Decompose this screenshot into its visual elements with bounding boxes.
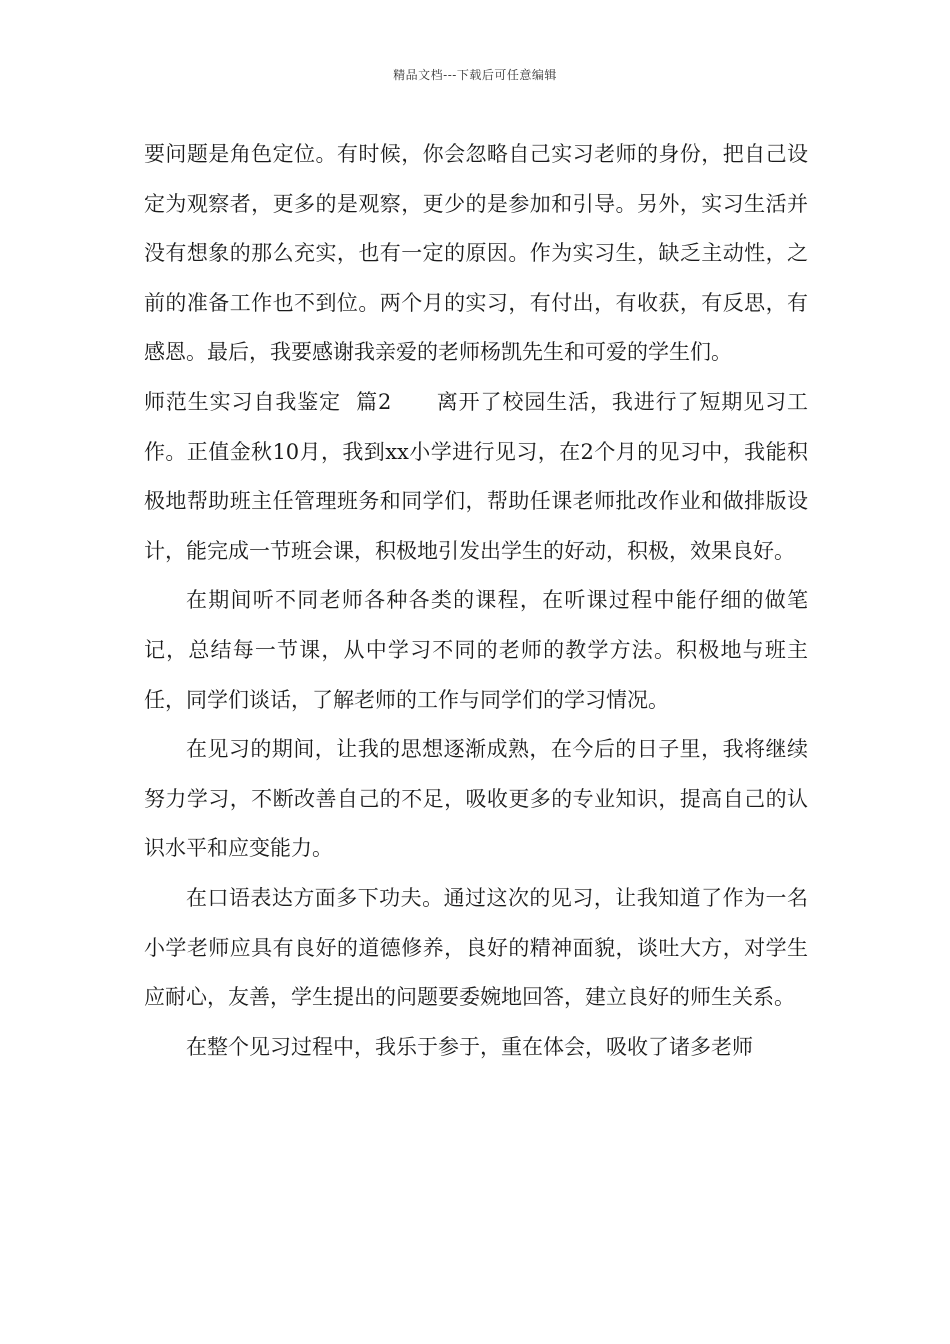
document-body [144, 130, 808, 1072]
paragraph [144, 576, 808, 725]
paragraph [144, 130, 808, 378]
paragraph-text: 要问题是角色定位。有时候，你会忽略自己实习老师的身份，把自己设定为观察者，更多的是观察，更少的是参加和引导。另外，实习生活并没有想象的那么充实，也有一定的原因。作为实习生，缺乏主动性，之前的准备工作也不到位。两个月的实习，有付出，有收获，有反思，有感恩。最后，我要感谢我亲爱的老师杨凯先生和可爱的学生们。 [144, 142, 808, 365]
paragraph-text: 在整个见习过程中，我乐于参于，重在体会，吸收了诸多老师 [186, 1034, 753, 1059]
paragraph [144, 1023, 808, 1073]
section-heading: 师范生实习自我鉴定 篇2 [144, 389, 392, 414]
paragraph-text: 离开了校园生活，我进行了短期见习工作。正值金秋10月，我到xx小学进行见习，在2个月的见习中，我能积极地帮助班主任管理班务和同学们，帮助任课老师批改作业和做排版设计，能完成一节班会课，积极地引发出学生的好动，积极，效果良好。 [144, 389, 809, 563]
paragraph-text: 在见习的期间，让我的思想逐渐成熟，在今后的日子里，我将继续努力学习，不断改善自己的不足，吸收更多的专业知识，提高自己的认识水平和应变能力。 [144, 737, 808, 861]
page-header: 精品文档---下载后可任意编辑 [393, 68, 557, 82]
paragraph [144, 725, 808, 874]
paragraph-text: 在期间听不同老师各种各类的课程，在听课过程中能仔细的做笔记，总结每一节课，从中学习不同的老师的教学方法。积极地与班主任，同学们谈话，了解老师的工作与同学们的学习情况。 [144, 588, 808, 712]
paragraph-with-heading [144, 378, 808, 576]
paragraph-text: 在口语表达方面多下功夫。通过这次的见习，让我知道了作为一名小学老师应具有良好的道德修养，良好的精神面貌，谈吐大方，对学生应耐心，友善，学生提出的问题要委婉地回答，建立良好的师生关系。 [144, 885, 808, 1010]
paragraph [144, 874, 808, 1023]
